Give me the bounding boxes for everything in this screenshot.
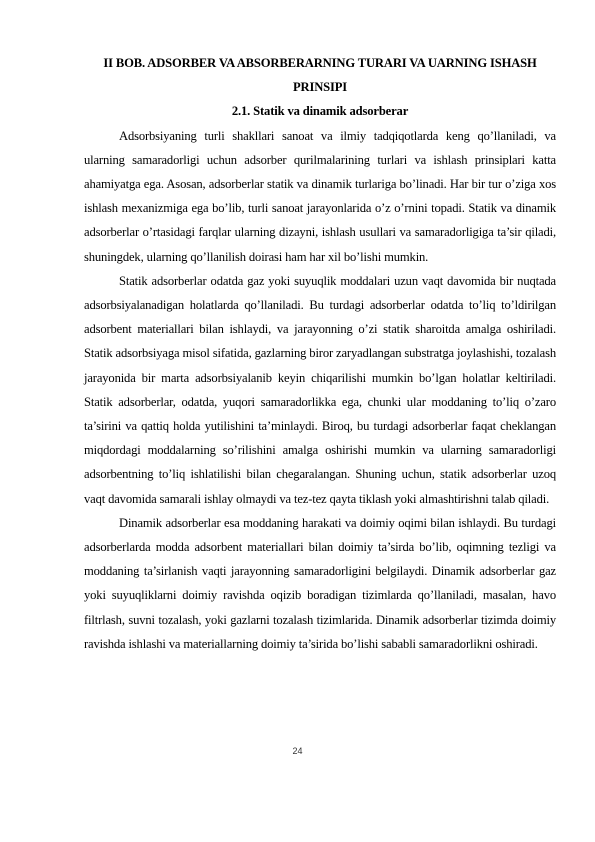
paragraph-intro: Adsorbsiyaning turli shakllari sanoat va ilmiy tadqiqotlarda keng qo’llaniladi, va ularning samaradorligi uchun adsorber qurilmalarining turlari va ishlash prinsiplari katta ahamiyatga ega. Asosan, adsorberlar statik va dinamik turlariga bo’linadi. Har bir tur o’ziga xos ishlash mexanizmiga ega bo’lib, turli sanoat jarayonlarida o’z o’rnini topadi. Statik va dinamik adsorberlar o’rtasidagi farqlar ularning dizayni, ishlash usullari va samaradorligiga ta’sir qiladi, shuningdek, ularning qo’llanilish doirasi ham har xil bo’lishi mumkin. xyxy=(84,128,556,264)
chapter-title: II BOB. ADSORBER VA ABSORBERARNING TURARI VA UARNING ISHASH PRINSIPI xyxy=(103,56,537,95)
page-content xyxy=(84,51,556,656)
paragraph-static-adsorbers: Statik adsorberlar odatda gaz yoki suyuqlik moddalari uzun vaqt davomida bir nuqtada adsorbsiyalanadigan holatlarda qo’llaniladi. Bu turdagi adsorberlar odatda to’liq to’ldirilgan adsorbent materiallari bilan ishlaydi, va jarayonning o’zi statik sharoitda amalga oshiriladi. Statik adsorbsiyaga misol sifatida, gazlarning biror zaryadlangan substratga joylashishi, tozalash jarayonida bir marta adsorbsiyalanib keyin chiqarilishi mumkin bo’lgan holatlar keltiriladi. Statik adsorberlar, odatda, yuqori samaradorlikka ega, chunki ular moddaning to’liq o’zaro ta’sirini va qattiq holda yutilishini ta’minlaydi. Biroq, bu turdagi adsorberlar faqat cheklangan miqdordagi moddalarning so’rilishini amalga oshirishi mumkin va ularning samaradorligi adsorbentning to’liq ishlatilishi bilan chegaralangan. Shuning uchun, statik adsorberlar uzoq vaqt davomida samarali ishlay olmaydi va tez-tez qayta tiklash yoki almashtirishni talab qiladi. xyxy=(84,273,556,506)
section-title: 2.1. Statik va dinamik adsorberar xyxy=(231,104,409,119)
paragraph-dynamic-adsorbers: Dinamik adsorberlar esa moddaning harakati va doimiy oqimi bilan ishlaydi. Bu turdagi adsorberlarda modda adsorbent materiallari bilan doimiy ta’sirda bo’lib, oqimning tezligi va moddaning ta’sirlanish vaqti jarayonning samaradorligini belgilaydi. Dinamik adsorberlar gaz yoki suyuqliklarni doimiy ravishda oqizib boradigan tizimlarda qo’llaniladi, masalan, havo filtrlash, suvni tozalash, yoki gazlarni tozalash tizimlarida. Dinamik adsorberlar tizimda doimiy ravishda ishlashi va materiallarning doimiy ta’sirida bo’lishi sababli samaradorlikni oshiradi. xyxy=(84,515,556,651)
page-number: 24 xyxy=(292,746,303,756)
